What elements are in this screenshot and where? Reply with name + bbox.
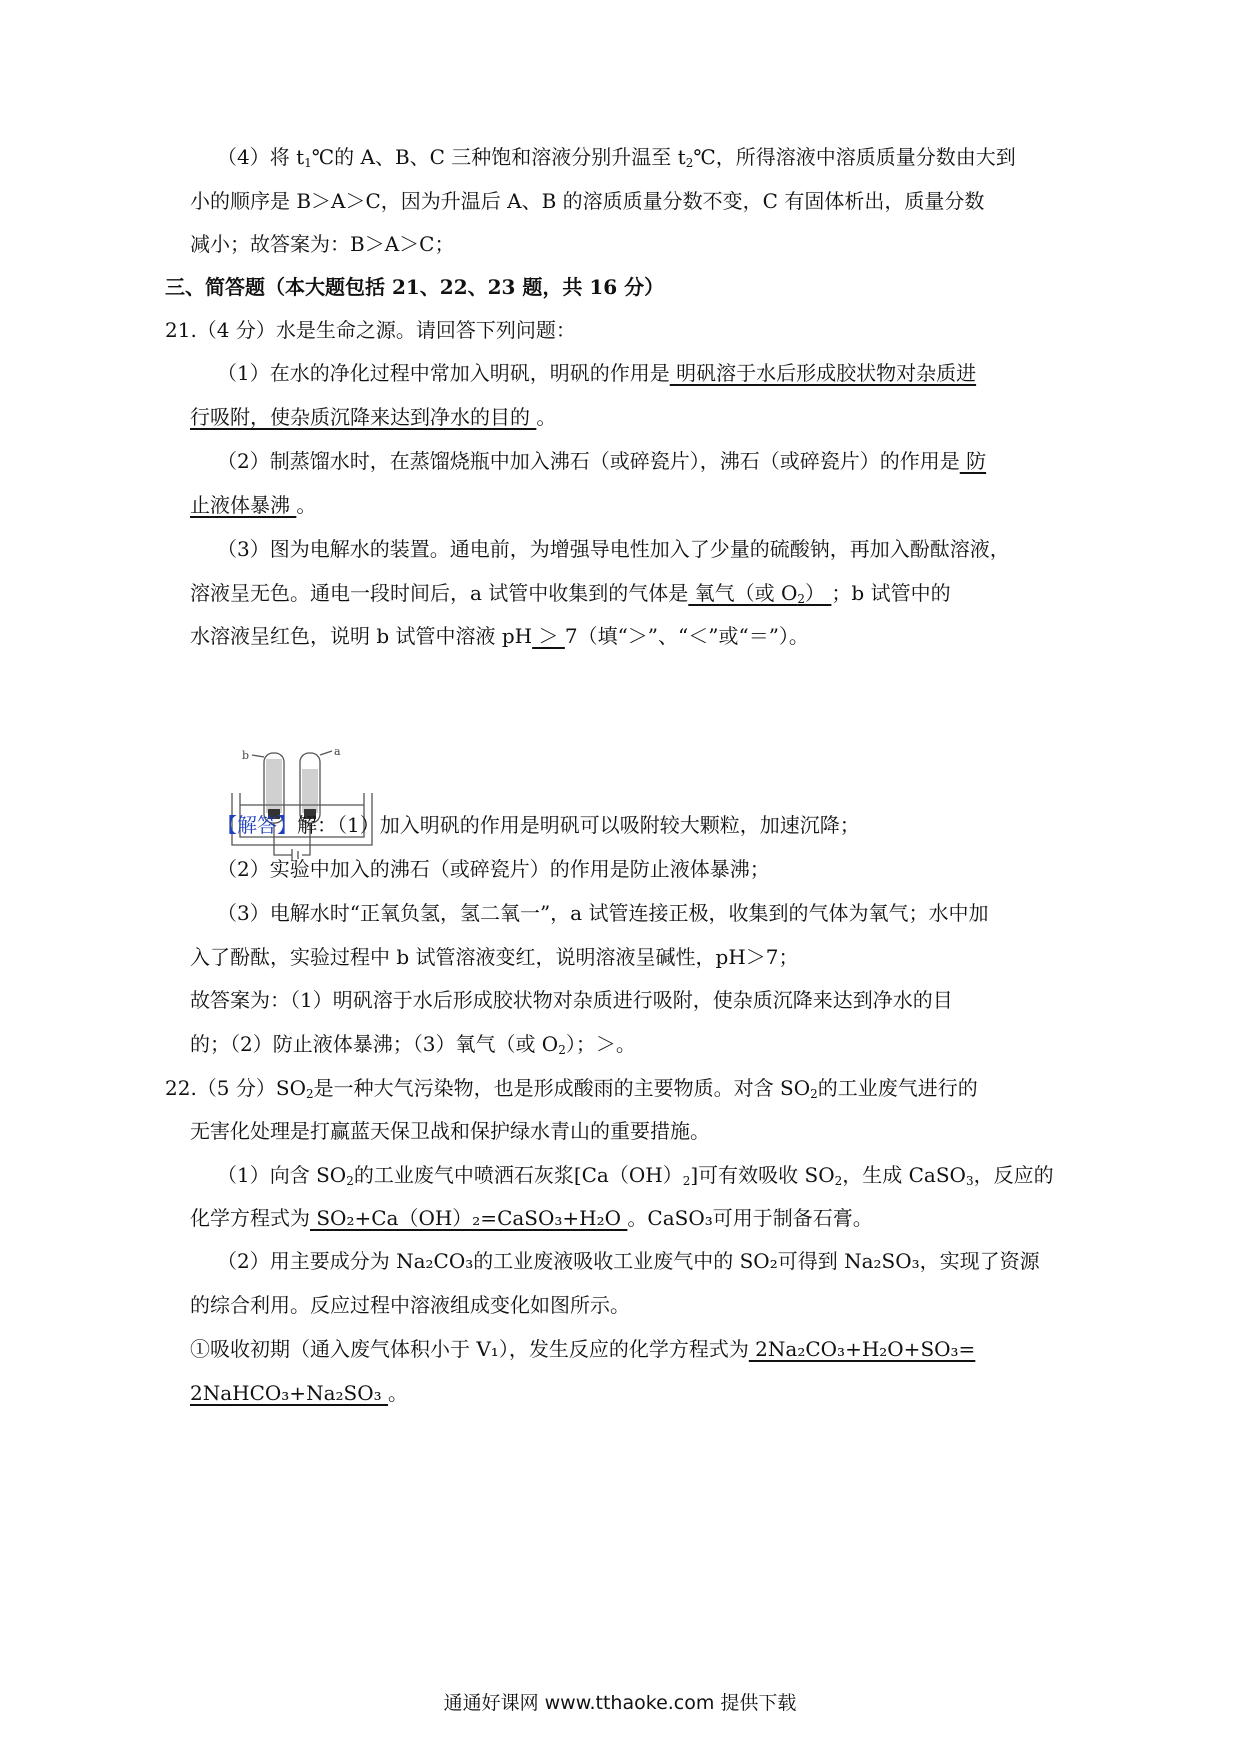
electrolysis-apparatus-figure — [222, 745, 382, 865]
q21-s1-line1: （1）在水的净化过程中常加入明矾，明矾的作用是 明矾溶于水后形成胶状物对杂质进 — [217, 361, 977, 385]
q22-s1-answer: SO₂+Ca（OH）₂=CaSO₃+H₂O — [310, 1206, 628, 1230]
q22-s2-line1: （2）用主要成分为 Na₂CO₃的工业废液吸收工业废气中的 SO₂可得到 Na₂SO₃，实现了资源 — [217, 1249, 1040, 1273]
p4-line2: 小的顺序是 B＞A＞C，因为升温后 A、B 的溶质质量分数不变，C 有固体析出，质量分数 — [190, 189, 985, 213]
q22-s2-q1-answer: 2Na₂CO₃+H₂O+SO₃= — [748, 1337, 976, 1361]
figure-label-a: a — [334, 745, 341, 758]
q21-s3-line2: 溶液呈无色。通电一段时间后，a 试管中收集到的气体是 氧气（或 $O_2$） ；b 试管中的 — [190, 581, 951, 606]
answer21-line5: 故答案为：（1）明矾溶于水后形成胶状物对杂质进行吸附，使杂质沉降来达到净水的目 — [190, 988, 953, 1012]
q22-s2-q1-line2: 2NaHCO₃+Na₂SO₃ 。 — [190, 1381, 408, 1405]
answer21-line2: （2）实验中加入的沸石（或碎瓷片）的作用是防止液体暴沸； — [217, 857, 770, 881]
q21-s1-line2: 行吸附，使杂质沉降来达到净水的目的 。 — [190, 405, 557, 429]
q22-s1-line2: 化学方程式为 SO₂+Ca（OH）₂=CaSO₃+H₂O 。CaSO₃可用于制备石膏。 — [190, 1206, 873, 1230]
answer21-line6: 的；（2）防止液体暴沸；（3）氧气（或 $O_2$）；＞。 — [190, 1032, 636, 1057]
q21-s3-line3: 水溶液呈红色，说明 b 试管中溶液 pH ＞ 7（填“＞”、“＜”或“＝”）。 — [190, 624, 809, 648]
q22-stem-line2: 无害化处理是打赢蓝天保卫战和保护绿水青山的重要措施。 — [190, 1119, 710, 1143]
q21-s2-line2: 止液体暴沸 。 — [190, 493, 317, 517]
q22-s1-line1: （1）向含 $SO_2$的工业废气中喷洒石灰浆$[Ca(OH)_2]$可有效吸收 $SO_2$，生成 CaSO$_3$，反应的 — [217, 1163, 1054, 1188]
q21-s1-answer: 明矾溶于水后形成胶状物对杂质进 — [669, 361, 977, 385]
q22-s2-q1-line1: ①吸收初期（通入废气体积小于 V₁），发生反应的化学方程式为 2Na₂CO₃+H₂O+SO₃= — [190, 1337, 976, 1361]
q21-s3-line1: （3）图为电解水的装置。通电前，为增强导电性加入了少量的硫酸钠，再加入酚酞溶液， — [217, 537, 1010, 561]
answer21-line3: （3）电解水时“正氧负氢，氢二氧一”，a 试管连接正极，收集到的气体为氧气；水中加 — [217, 901, 989, 925]
answer-tag: 【解答】 — [217, 813, 297, 837]
figure-label-b: b — [242, 749, 250, 762]
q22-s2-line2: 的综合利用。反应过程中溶液组成变化如图所示。 — [190, 1293, 630, 1317]
page-footer: 通通好课网 www.tthaoke.com 提供下载 — [443, 1692, 797, 1714]
p4-line1: （4）将 $t_1℃$的 A、B、C 三种饱和溶液分别升温至 $t_2℃$，所得溶液中溶质质量分数由大到 — [217, 145, 1016, 170]
q21-s2-answer: 防 — [959, 449, 987, 473]
answer21-line4: 入了酚酞，实验过程中 b 试管溶液变红，说明溶液呈碱性，pH＞7； — [190, 945, 799, 969]
p4-line3: 减小；故答案为：B＞A＞C； — [190, 232, 455, 256]
q21-s2-line1: （2）制蒸馏水时，在蒸馏烧瓶中加入沸石（或碎瓷片），沸石（或碎瓷片）的作用是 防 — [217, 449, 987, 473]
q21-stem: 21.（4 分）水是生命之源。请回答下列问题： — [165, 318, 576, 342]
q22-stem-line1: 22.（5 分）$SO_2$是一种大气污染物，也是形成酸雨的主要物质。对含 $SO_2$的工业废气进行的 — [165, 1076, 978, 1101]
q21-s3-answer-a: 氧气（或 $O_2$） — [688, 581, 832, 606]
q21-s3-answer-b: ＞ — [532, 624, 565, 648]
section-title: 三、简答题（本大题包括 21、22、23 题，共 16 分） — [165, 275, 665, 299]
answer21-line1: 【解答】解：（1）加入明矾的作用是明矾可以吸附较大颗粒，加速沉降； — [217, 813, 860, 837]
